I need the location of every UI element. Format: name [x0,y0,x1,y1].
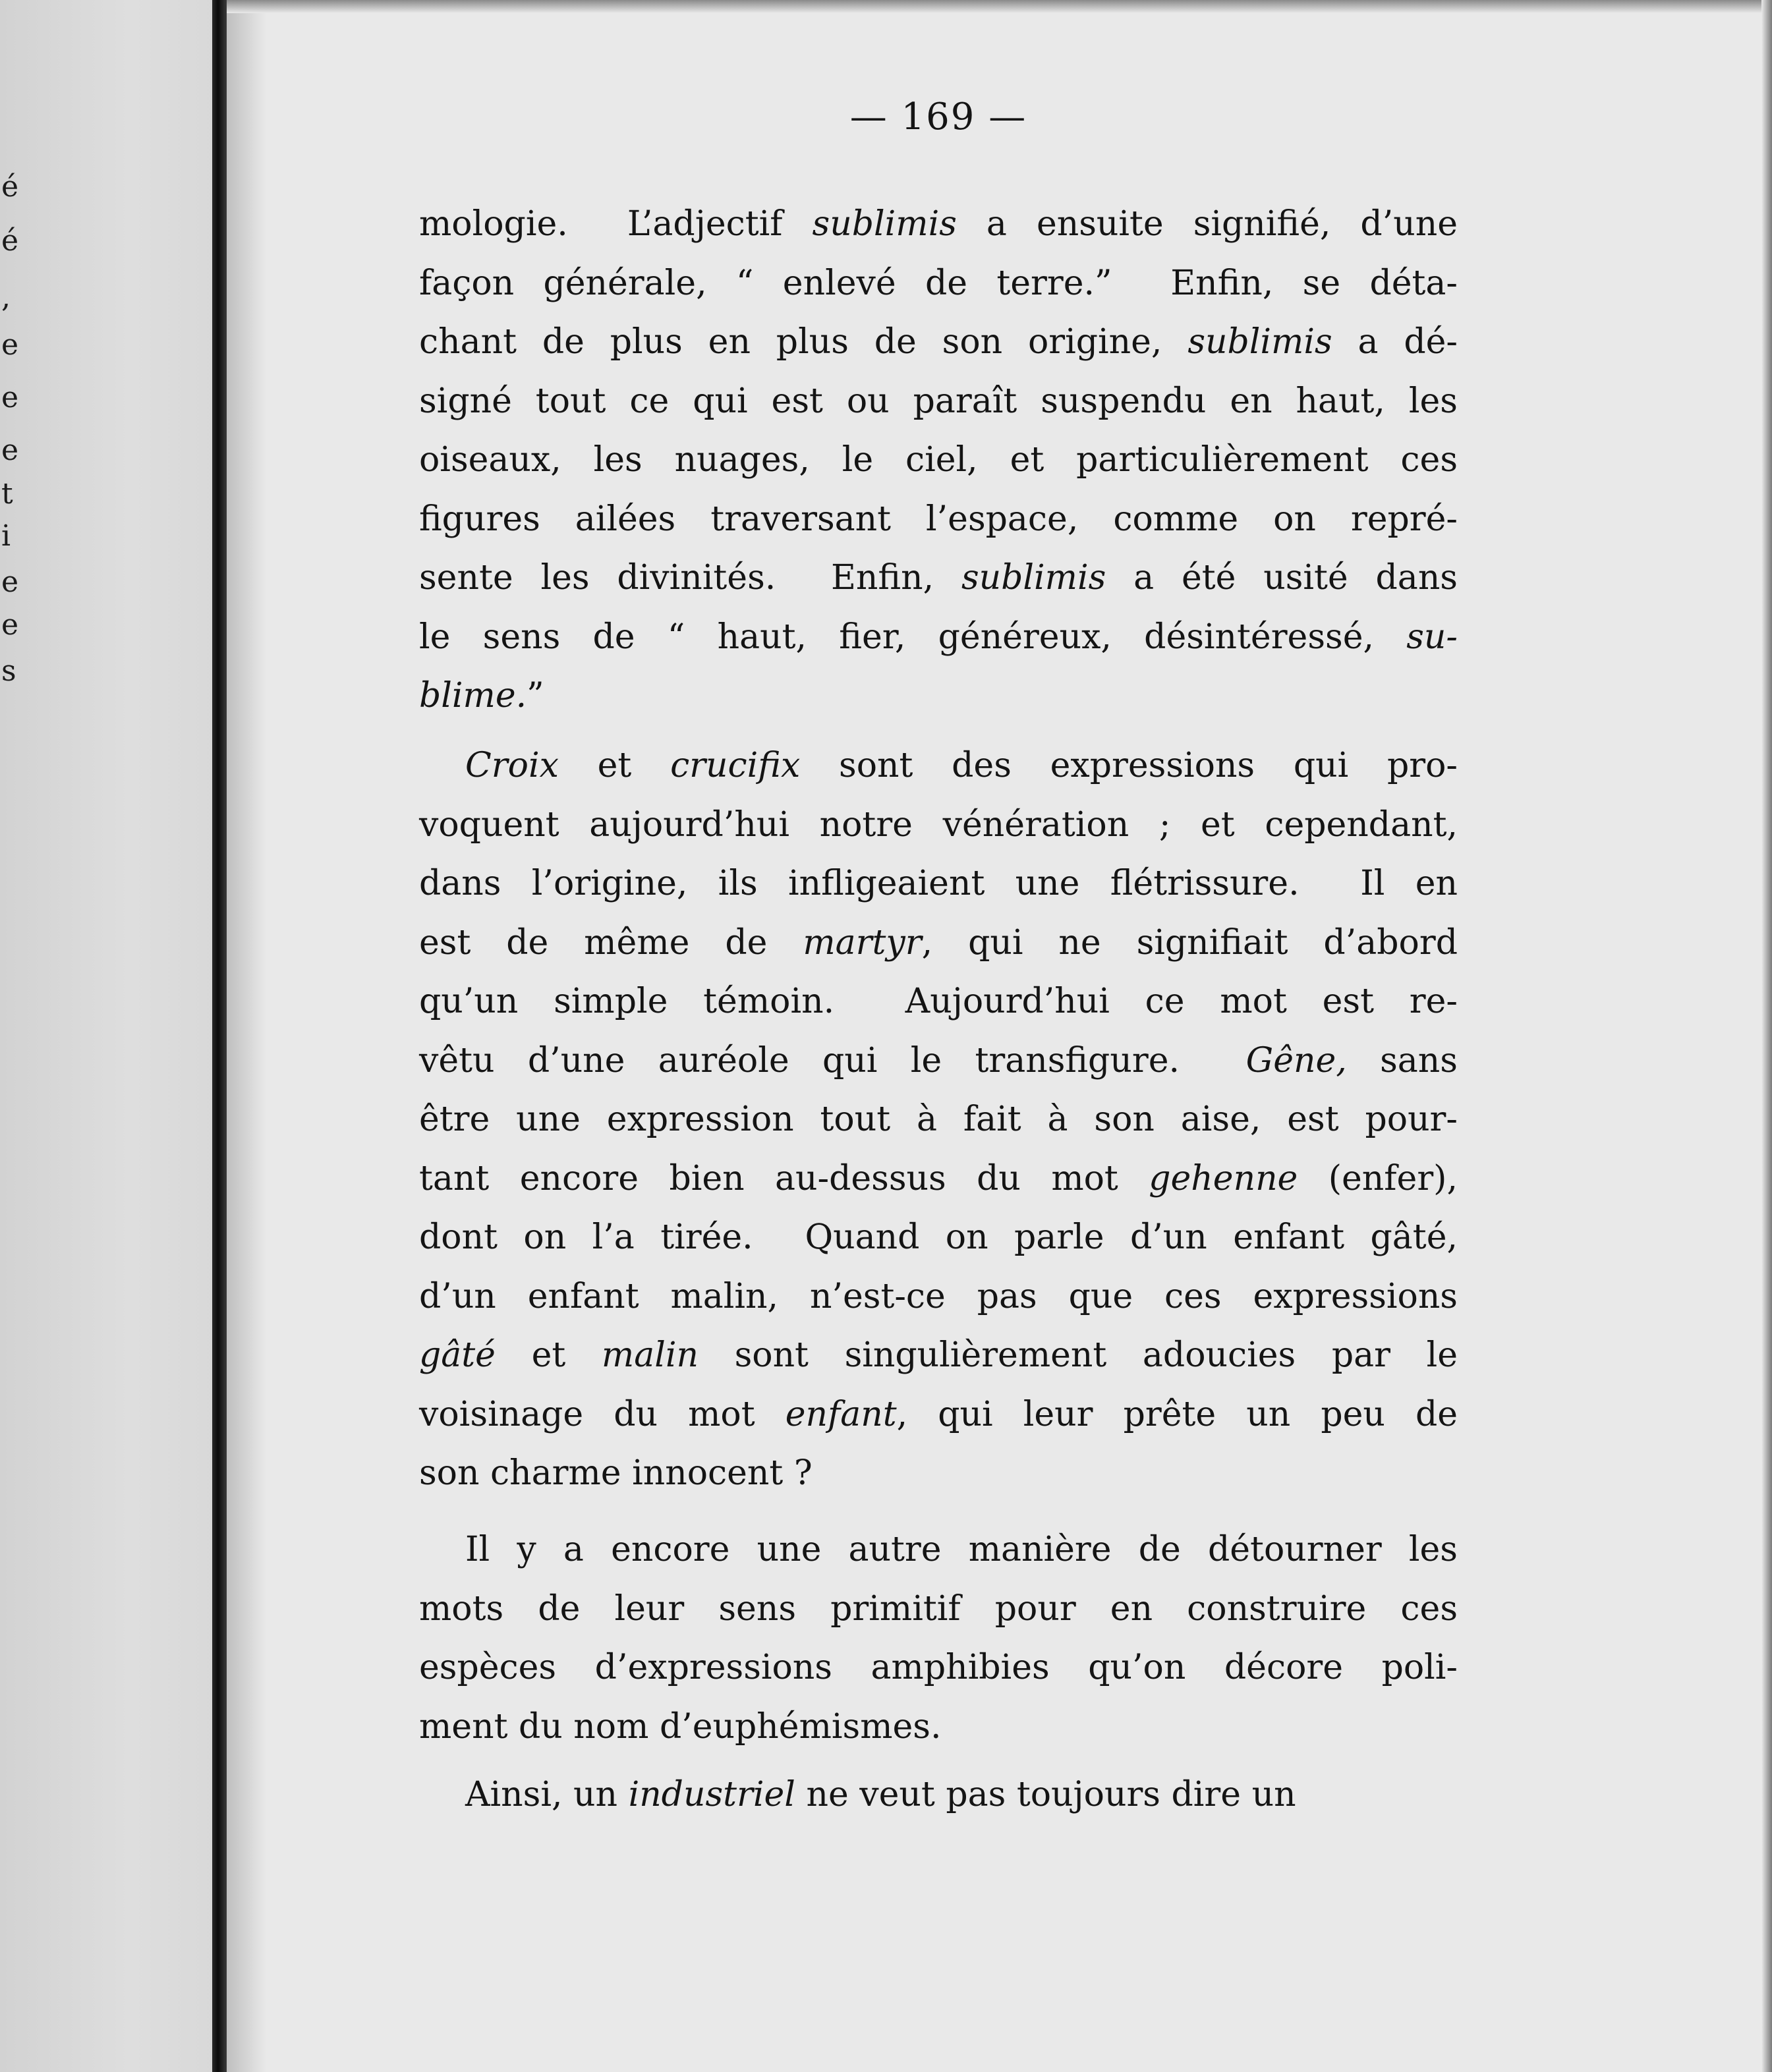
text-run: ne veut pas toujours dire un [795,1775,1296,1814]
paragraph-4 [419,1766,1458,1825]
fragment-char: e [1,565,19,599]
text-run: signé tout ce qui est ou paraît suspendu en haut, les [419,381,1458,421]
italic-text: crucifix [670,746,801,785]
text-line [419,796,1458,855]
text-line [419,1150,1458,1209]
text-line [419,1766,1458,1825]
text-line [419,1326,1458,1386]
fragment-char: é [1,224,19,258]
text-line [419,1638,1458,1698]
binding-gutter [212,0,227,2072]
italic-text: blime. [419,676,527,715]
text-line [419,1521,1458,1580]
italic-text: sublimis [961,558,1106,598]
italic-text: sublimis [1187,322,1332,362]
italic-text: enfant [785,1394,897,1434]
text-line [419,549,1458,608]
text-run: sont singulièrement adoucies par le [698,1335,1458,1375]
text-line [419,1444,1458,1503]
text-run: voquent aujourd’hui notre vénération ; et cependant, [419,804,1458,845]
italic-text: martyr [803,922,922,963]
fragment-char: e [1,608,19,642]
text-run: , qui ne signifiait d’abord [921,922,1458,963]
text-run: Il y a encore une autre manière de détourner les [465,1530,1458,1569]
text-run: est de même de [419,922,803,963]
text-run: chant de plus en plus de son origine, [419,322,1188,362]
text-run: son charme innocent ? [419,1453,813,1493]
text-run: sont des expressions qui pro- [800,746,1458,785]
text-run: ” [527,676,544,715]
fragment-char: s [1,654,16,688]
paragraph-1 [419,195,1458,726]
text-run: sente les divinités. Enfin, [419,558,961,598]
text-run: espèces d’expressions amphibies qu’on décore poli- [419,1648,1458,1687]
text-line [419,195,1458,254]
italic-text: malin [601,1335,699,1375]
text-run: d’un enfant malin, n’est-ce pas que ces expressions [419,1276,1458,1316]
text-line [419,737,1458,796]
text-line [419,854,1458,914]
italic-text: Croix [465,746,559,785]
italic-text: gâté [419,1335,496,1375]
fragment-char: t [1,477,13,511]
text-run: vêtu d’une auréole qui le transfigure. [419,1040,1246,1080]
italic-text: sublimis [812,204,957,244]
text-run: qu’un simple témoin. Aujourd’hui ce mot est re- [419,982,1458,1021]
text-line [419,313,1458,372]
text-run: Ainsi, un [465,1775,629,1814]
text-run: a dé- [1332,322,1458,362]
text-run: et [558,746,671,785]
fragment-char: i [1,519,11,553]
text-run: tant encore bien au-dessus du mot [419,1158,1149,1198]
text-line [419,608,1458,667]
text-run: ment du nom d’euphémismes. [419,1706,942,1747]
text-line [419,1032,1458,1091]
italic-text: su- [1406,617,1458,657]
text-run: façon générale, “ enlevé de terre.” Enfin, se déta- [419,263,1458,303]
text-run: voisinage du mot [419,1394,786,1434]
text-run: dont on l’a tirée. Quand on parle d’un enfant gâté, [419,1218,1458,1257]
text-line [419,372,1458,432]
text-line [419,1698,1458,1757]
text-run: figures ailées traversant l’espace, comme on repré- [419,499,1458,539]
page-top-edge [227,0,1772,13]
fragment-char: e [1,381,19,414]
text-line [419,1268,1458,1327]
text-run: a été usité dans [1106,558,1458,598]
text-run: oiseaux, les nuages, le ciel, et particulièrement ces [419,440,1458,480]
text-run: , qui leur prête un peu de [896,1394,1458,1434]
italic-text: gehenne [1149,1158,1298,1198]
text-line [419,1580,1458,1639]
text-line [419,972,1458,1032]
text-line [419,431,1458,490]
text-run: a ensuite signifié, d’une [956,204,1458,244]
fragment-char: e [1,434,19,467]
text-run: (enfer), [1298,1158,1458,1198]
text-run: mots de leur sens primitif pour en construire ces [419,1588,1458,1629]
fragment-char: e [1,328,19,362]
text-run: sans [1346,1040,1458,1080]
text-run: le sens de “ haut, fier, généreux, désintéressé, [419,617,1407,657]
text-line [419,1386,1458,1445]
fragment-char: é [1,170,19,204]
text-line [419,914,1458,973]
text-run: être une expression tout à fait à son aise, est pour- [419,1100,1458,1139]
page-number: — 169 — [849,96,1027,138]
gutter-shadow [227,0,266,2072]
text-run: dans l’origine, ils infligeaient une flétrissure. Il en [419,864,1458,903]
text-line [419,1090,1458,1150]
paragraph-3 [419,1521,1458,1756]
text-line [419,667,1458,726]
text-line [419,1208,1458,1268]
text-line [419,490,1458,549]
page-right-edge [1761,0,1772,2072]
previous-page-edge [0,0,217,2072]
text-run: et [495,1335,602,1375]
italic-text: industriel [628,1775,795,1814]
italic-text: Gêne, [1245,1040,1347,1080]
text-line [419,254,1458,314]
fragment-char: , [1,281,11,314]
paragraph-2 [419,737,1458,1503]
text-run: mologie. L’adjectif [419,204,813,244]
